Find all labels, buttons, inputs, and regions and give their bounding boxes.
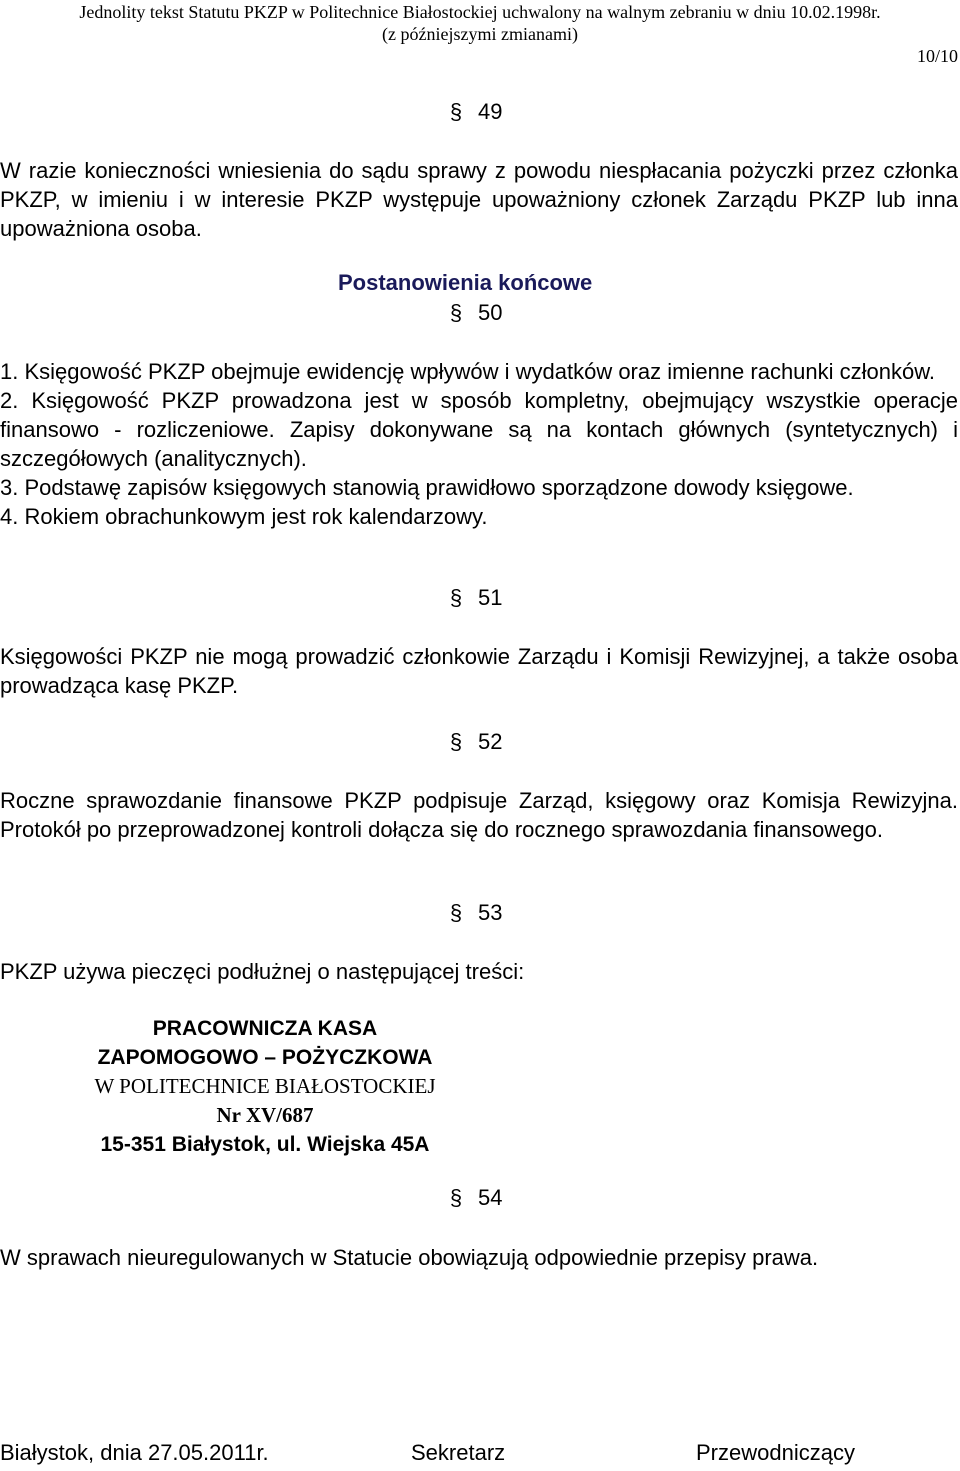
section-icon: § (449, 585, 463, 610)
section-50-heading (446, 300, 502, 326)
footer-chair: Przewodniczący (696, 1440, 855, 1465)
list-item: 2. Księgowość PKZP prowadzona jest w sposób kompletny, obejmujący wszystkie operacje finansowo - rozliczeniowe. Zapisy dokonywane są na kontach głównych (syntetycznych) i szczegółowych (analitycznych). (0, 388, 958, 471)
section-icon: § (449, 1185, 463, 1210)
footer-secretary: Sekretarz (411, 1440, 506, 1465)
section-number: 49 (478, 99, 503, 124)
section-54-heading (446, 1185, 502, 1211)
section-number: 50 (478, 300, 503, 325)
list-item: 4. Rokiem obrachunkowym jest rok kalendarzowy. (0, 504, 488, 529)
section-number: 53 (478, 900, 503, 925)
section-52-heading (446, 729, 502, 755)
section-53-heading (446, 900, 502, 926)
final-provisions-heading: Postanowienia końcowe (338, 270, 593, 295)
stamp-line: W POLITECHNICE BIAŁOSTOCKIEJ (94, 1074, 436, 1098)
stamp-line: Nr XV/687 (216, 1103, 314, 1127)
stamp-line: ZAPOMOGOWO – POŻYCZKOWA (97, 1046, 433, 1069)
section-54-text: W sprawach nieuregulowanych w Statucie obowiązują odpowiednie przepisy prawa. (0, 1245, 819, 1270)
section-49-heading (446, 99, 502, 125)
section-number: 54 (478, 1185, 503, 1210)
section-49-text: W razie konieczności wniesienia do sądu sprawy z powodu niespłacania pożyczki przez członka PKZP, w imieniu i w interesie PKZP występuje upoważniony członek Zarządu PKZP lub inna upoważniona osoba. (0, 158, 958, 241)
section-number: 51 (478, 585, 503, 610)
section-icon: § (449, 300, 463, 325)
section-icon: § (449, 900, 463, 925)
page-number: 10/10 (916, 46, 958, 66)
header-title: Jednolity tekst Statutu PKZP w Politechnice Białostockiej uchwalony na walnym zebraniu w dniu 10.02.1998r. (79, 2, 881, 22)
stamp-line: 15-351 Białystok, ul. Wiejska 45A (100, 1133, 430, 1156)
section-icon: § (449, 729, 463, 754)
header-subtitle: (z późniejszymi zmianami) (382, 24, 578, 44)
section-icon: § (449, 99, 463, 124)
stamp-line: PRACOWNICZA KASA (152, 1017, 378, 1040)
list-item: 3. Podstawę zapisów księgowych stanowią prawidłowo sporządzone dowody księgowe. (0, 475, 854, 500)
section-50-list (0, 357, 958, 531)
section-number: 52 (478, 729, 503, 754)
section-52-text: Roczne sprawozdanie finansowe PKZP podpisuje Zarząd, księgowy oraz Komisja Rewizyjna. Protokół po przeprowadzonej kontroli dołącza się do rocznego sprawozdania finansowego. (0, 788, 958, 842)
stamp-text (0, 1014, 530, 1159)
section-51-heading (446, 585, 502, 611)
footer-place-date: Białystok, dnia 27.05.2011r. (0, 1440, 269, 1465)
section-51-text: Księgowości PKZP nie mogą prowadzić członkowie Zarządu i Komisji Rewizyjnej, a także osoba prowadząca kasę PKZP. (0, 644, 958, 698)
list-item: 1. Księgowość PKZP obejmuje ewidencję wpływów i wydatków oraz imienne rachunki członków. (0, 359, 936, 384)
section-53-text: PKZP używa pieczęci podłużnej o następującej treści: (0, 959, 525, 984)
